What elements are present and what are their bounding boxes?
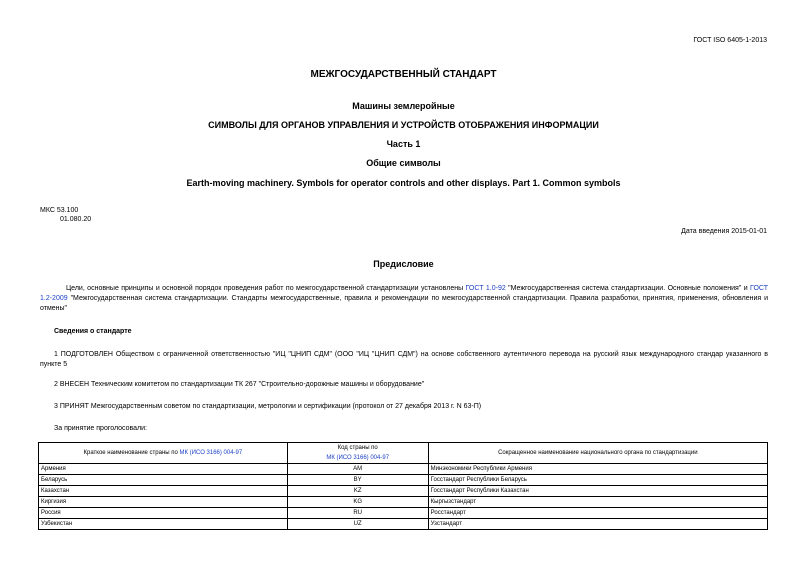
mks-code: МКС 53.100	[40, 207, 79, 214]
country-name-header	[39, 443, 288, 464]
body-cell: Кыргызстандарт	[428, 497, 767, 508]
gost-1-0-link[interactable]: ГОСТ 1.0-92	[465, 285, 506, 292]
countries-table	[38, 442, 768, 530]
table-row	[39, 508, 768, 519]
preface-title: Предисловие	[373, 259, 434, 269]
country-cell: Беларусь	[39, 475, 288, 486]
code-cell: UZ	[287, 519, 428, 530]
preface-text-a: Цели, основные принципы и основной порядок проведения работ по межгосударственной стандартизации установлены	[66, 285, 466, 292]
gost-1-2-link[interactable]: ГОСТ 1.2-2009	[40, 285, 768, 302]
country-name-header-text: Краткое наименование страны по	[83, 450, 180, 456]
document-code: ГОСТ ISO 6405-1-2013	[693, 37, 767, 44]
country-cell: Россия	[39, 508, 288, 519]
standard-info-heading: Сведения о стандарте	[54, 328, 132, 335]
preface-text-b: "Межгосударственная система стандартизации. Основные положения" и	[505, 285, 751, 292]
item-prepared: 1 ПОДГОТОВЛЕН Обществом с ограниченной ответственностью "ИЦ "ЦНИП СДМ" (ООО "ИЦ "ЦНИП СДМ") на основе собственного аутентичного перевода на русский язык международного стандар указанного в пункте 5	[40, 351, 768, 368]
code-cell: KG	[287, 497, 428, 508]
table-row	[39, 486, 768, 497]
item-adopted: 3 ПРИНЯТ Межгосударственным советом по стандартизации, метрологии и сертификации (протокол от 27 декабря 2013 г. N 63-П)	[54, 403, 482, 410]
country-cell: Киргизия	[39, 497, 288, 508]
mk-iso-link-header2[interactable]: МК (ИСО 3166) 004-97	[326, 455, 390, 461]
body-cell: Госстандарт Республики Казахстан	[428, 486, 767, 497]
document-title: СИМВОЛЫ ДЛЯ ОРГАНОВ УПРАВЛЕНИЯ И УСТРОЙСТВ ОТОБРАЖЕНИЯ ИНФОРМАЦИИ	[208, 120, 599, 130]
table-row	[39, 497, 768, 508]
mks-code-2: 01.080.20	[60, 216, 92, 223]
body-cell: Узстандарт	[428, 519, 767, 530]
national-body-header: Сокращенное наименование национального органа по стандартизации	[428, 443, 767, 464]
body-cell: Росстандарт	[428, 508, 767, 519]
code-cell: AM	[287, 464, 428, 475]
country-cell: Армения	[39, 464, 288, 475]
country-cell: Узбекистан	[39, 519, 288, 530]
mk-iso-link-header1[interactable]: МК (ИСО 3166) 004-97	[179, 450, 243, 456]
preface-paragraph	[40, 284, 768, 314]
code-cell: RU	[287, 508, 428, 519]
table-row	[39, 519, 768, 530]
preface-text-c: "Межгосударственная система стандартизации. Стандарты межгосударственные, правила и рекомендации по межгосударственной стандартизации. Правила разработки, принятия, применения, обновления и отмены"	[40, 295, 768, 312]
code-cell: BY	[287, 475, 428, 486]
country-cell: Казахстан	[39, 486, 288, 497]
table-header-row	[39, 443, 768, 464]
table-row	[39, 475, 768, 486]
body-cell: Госстандарт Республики Беларусь	[428, 475, 767, 486]
item-introduced: 2 ВНЕСЕН Техническим комитетом по стандартизации ТК 267 "Строительно-дорожные машины и оборудование"	[54, 381, 425, 388]
country-code-header-text: Код страны по	[337, 445, 378, 451]
introduction-date: Дата введения 2015-01-01	[681, 228, 767, 235]
english-title: Earth-moving machinery. Symbols for operator controls and other displays. Part 1. Common symbols	[186, 178, 621, 188]
part-heading: Часть 1	[386, 139, 421, 149]
machinery-subtitle: Машины землеройные	[352, 101, 455, 111]
general-symbols-heading: Общие символы	[366, 158, 441, 168]
table-row	[39, 464, 768, 475]
standard-type-heading: МЕЖГОСУДАРСТВЕННЫЙ СТАНДАРТ	[310, 69, 497, 80]
country-code-header	[287, 443, 428, 464]
body-cell: Минэкономики Республики Армения	[428, 464, 767, 475]
code-cell: KZ	[287, 486, 428, 497]
voted-label: За принятие проголосовали:	[54, 425, 147, 432]
